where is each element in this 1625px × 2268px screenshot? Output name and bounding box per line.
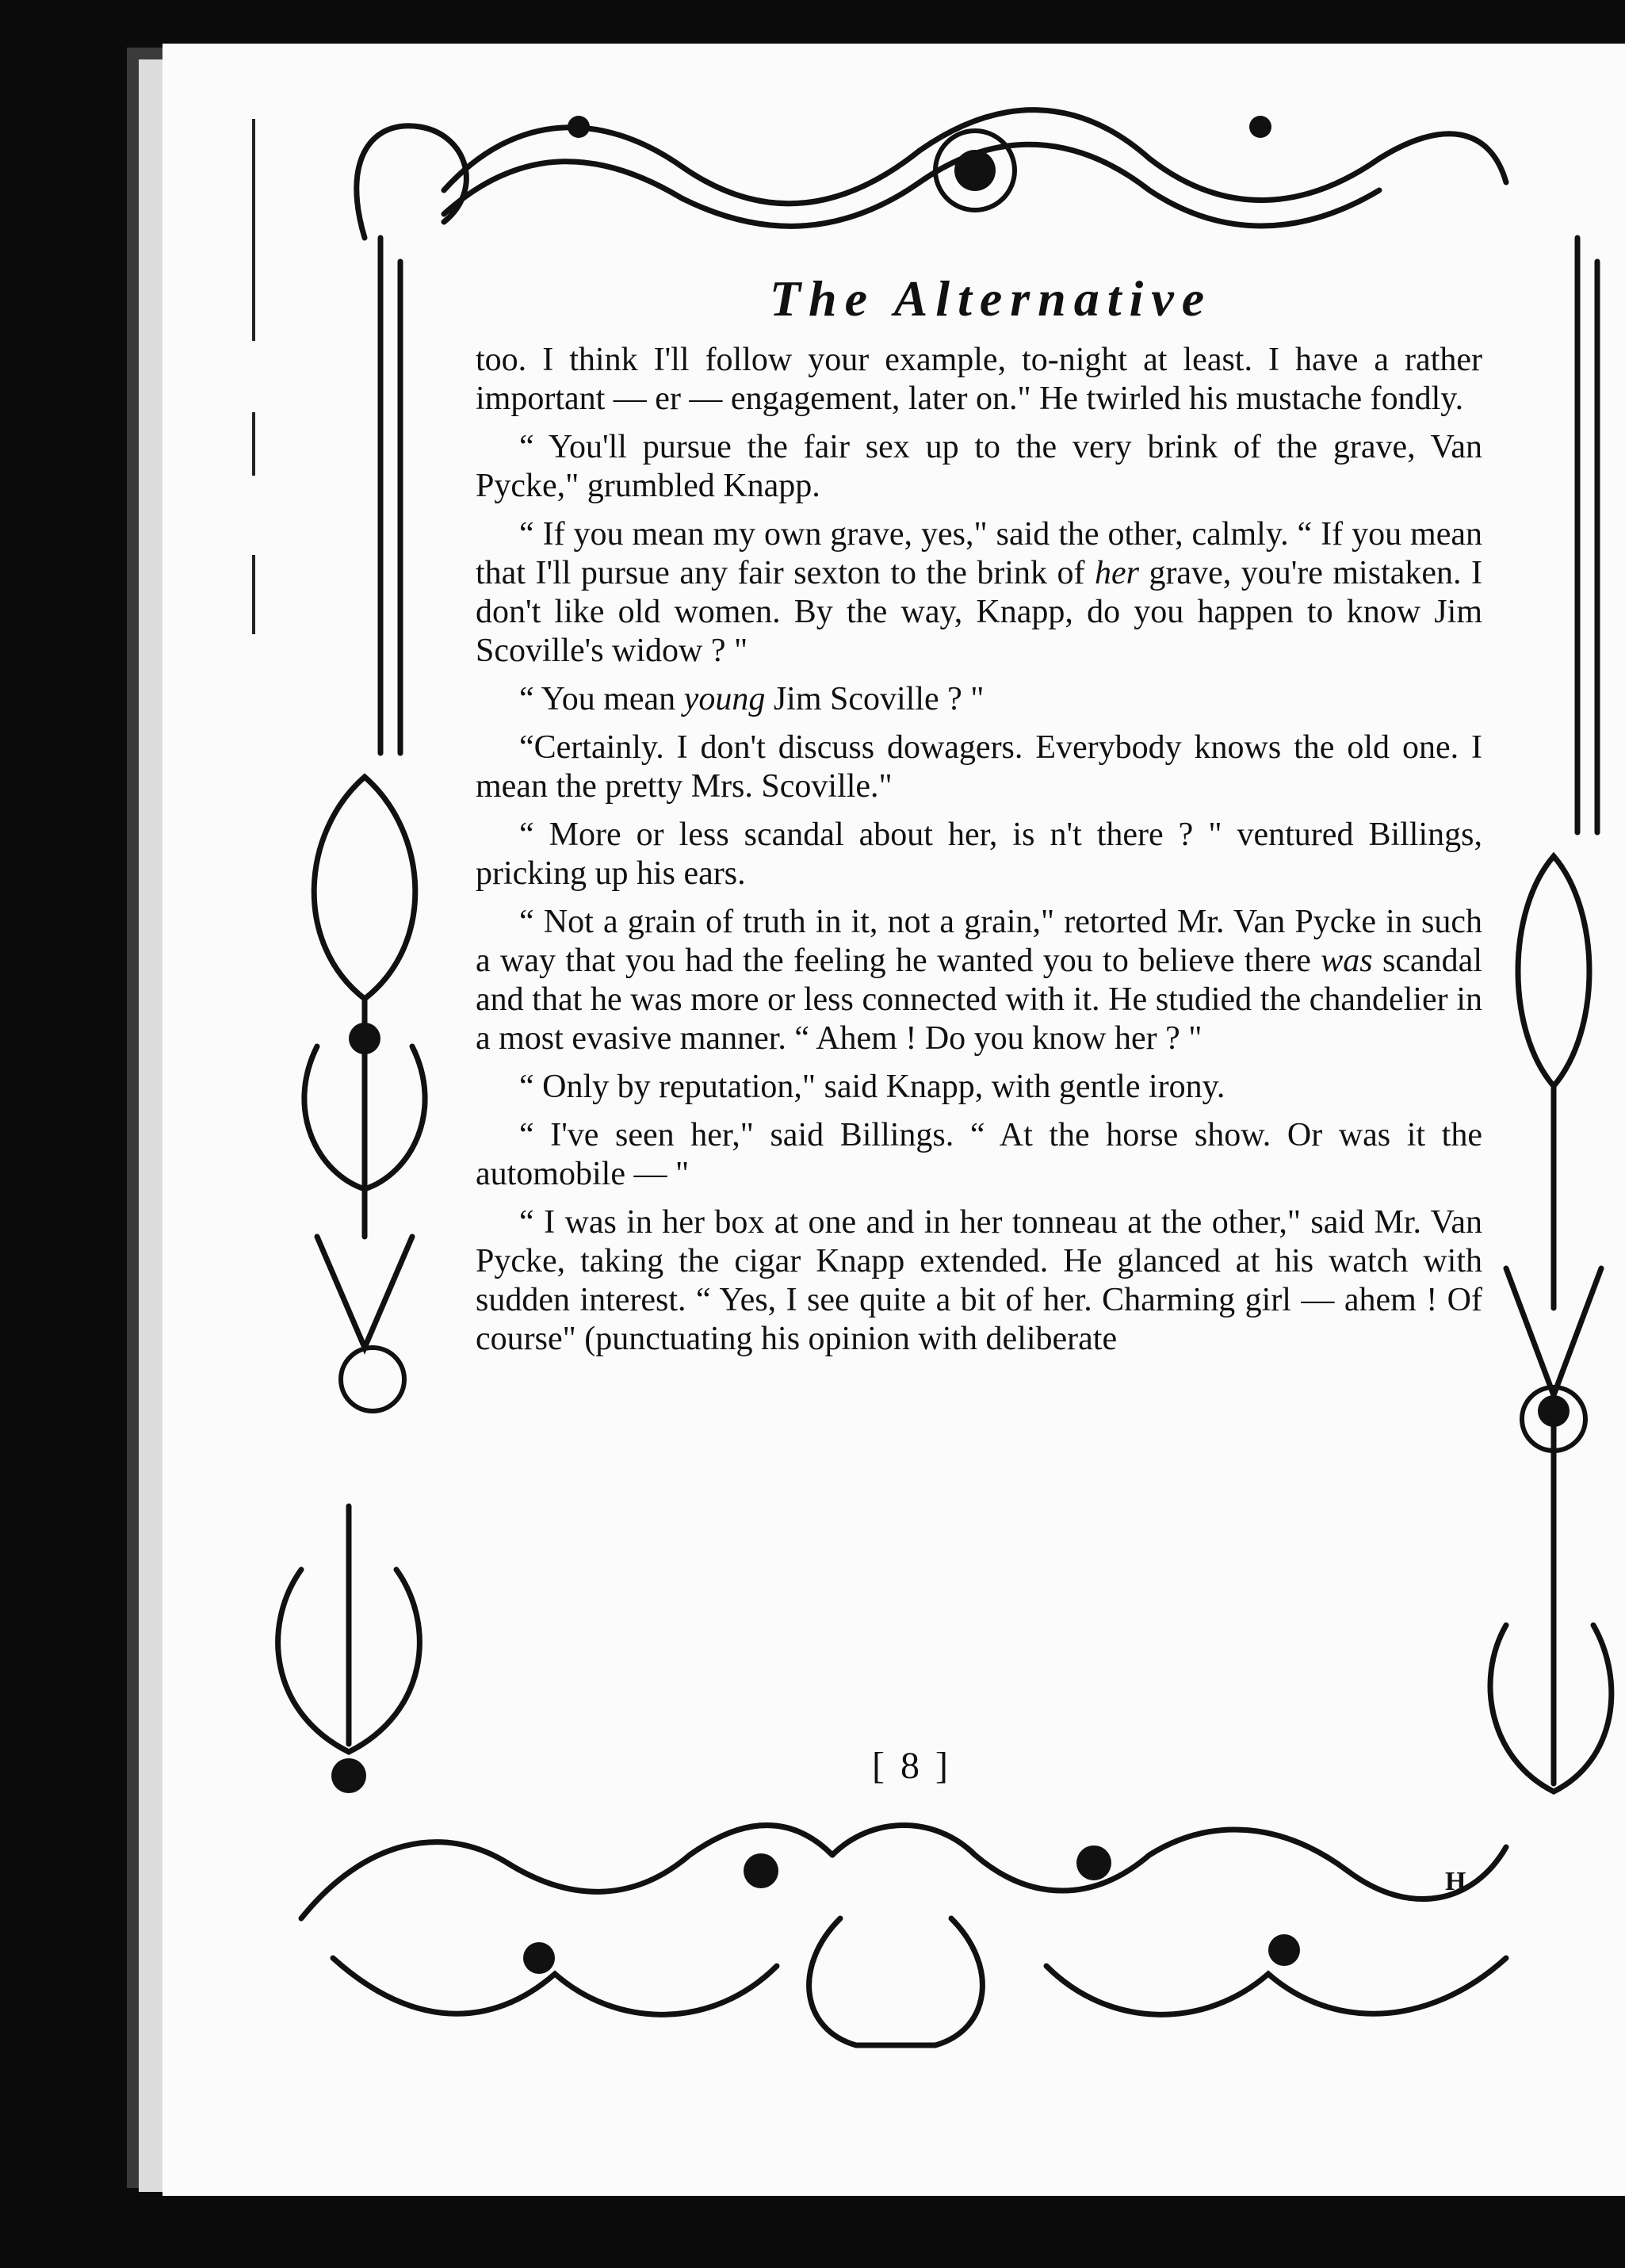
- italic-text: young: [683, 681, 766, 717]
- text-segment: “ Only by reputation," said Knapp, with gentle irony.: [519, 1069, 1225, 1105]
- text-segment: “ You'll pursue the fair sex up to the very brink of the grave, Van Pycke," grumbled Knapp.: [476, 429, 1482, 504]
- paragraph: [476, 1116, 1482, 1194]
- paragraph: [476, 428, 1482, 506]
- text-segment: “ More or less scandal about her, is n't there ? " ventured Billings, pricking up his ears.: [476, 817, 1482, 892]
- text-segment: too. I think I'll follow your example, to-night at least. I have a rather important — er — engagement, later on." He twirled his mustache fondly.: [476, 342, 1482, 417]
- paragraph: [476, 816, 1482, 893]
- page-title: The Alternative: [769, 270, 1213, 327]
- paragraph: [476, 729, 1482, 806]
- italic-text: was: [1321, 943, 1373, 979]
- text-segment: “ I was in her box at one and in her tonneau at the other," said Mr. Van Pycke, taking the cigar Knapp extended. He glanced at his watch with sudden interest. “ Yes, I see quite a bit of her. Charming girl — ahem ! Of course" (punctuating his opinion with deliberate: [476, 1204, 1482, 1357]
- body-text: [476, 341, 1482, 1368]
- page-number: [ 8 ]: [872, 1745, 951, 1787]
- paragraph: [476, 680, 1482, 719]
- text-segment: “Certainly. I don't discuss dowagers. Everybody knows the old one. I mean the pretty Mrs. Scoville.": [476, 729, 1482, 805]
- paragraph: [476, 1203, 1482, 1359]
- paragraph: [476, 515, 1482, 671]
- italic-text: her: [1094, 555, 1139, 591]
- paragraph: [476, 903, 1482, 1058]
- text-segment: scandal and that he was more or less connected with it. He studied the chandelier in a most evasive manner. “ Ahem ! Do you know her ? ": [476, 943, 1482, 1057]
- text-segment: grave, you're mistaken. I don't like old women. By the way, Knapp, do you happen to know Jim Scoville's widow ? ": [476, 555, 1482, 669]
- text-segment: “ Not a grain of truth in it, not a grain," retorted Mr. Van Pycke in such a way that you had the feeling he wanted you to believe there: [476, 904, 1482, 979]
- illustrator-monogram: H: [1445, 1867, 1466, 1896]
- text-segment: “ I've seen her," said Billings. “ At the horse show. Or was it the automobile — ": [476, 1117, 1482, 1192]
- text-segment: “ You mean: [519, 681, 684, 717]
- paragraph: [476, 1068, 1482, 1107]
- paragraph: [476, 341, 1482, 419]
- text-segment: “ If you mean my own grave, yes," said the other, calmly. “ If you mean that I'll pursue any fair sexton to the brink of: [476, 516, 1482, 591]
- text-segment: Jim Scoville ? ": [765, 681, 985, 717]
